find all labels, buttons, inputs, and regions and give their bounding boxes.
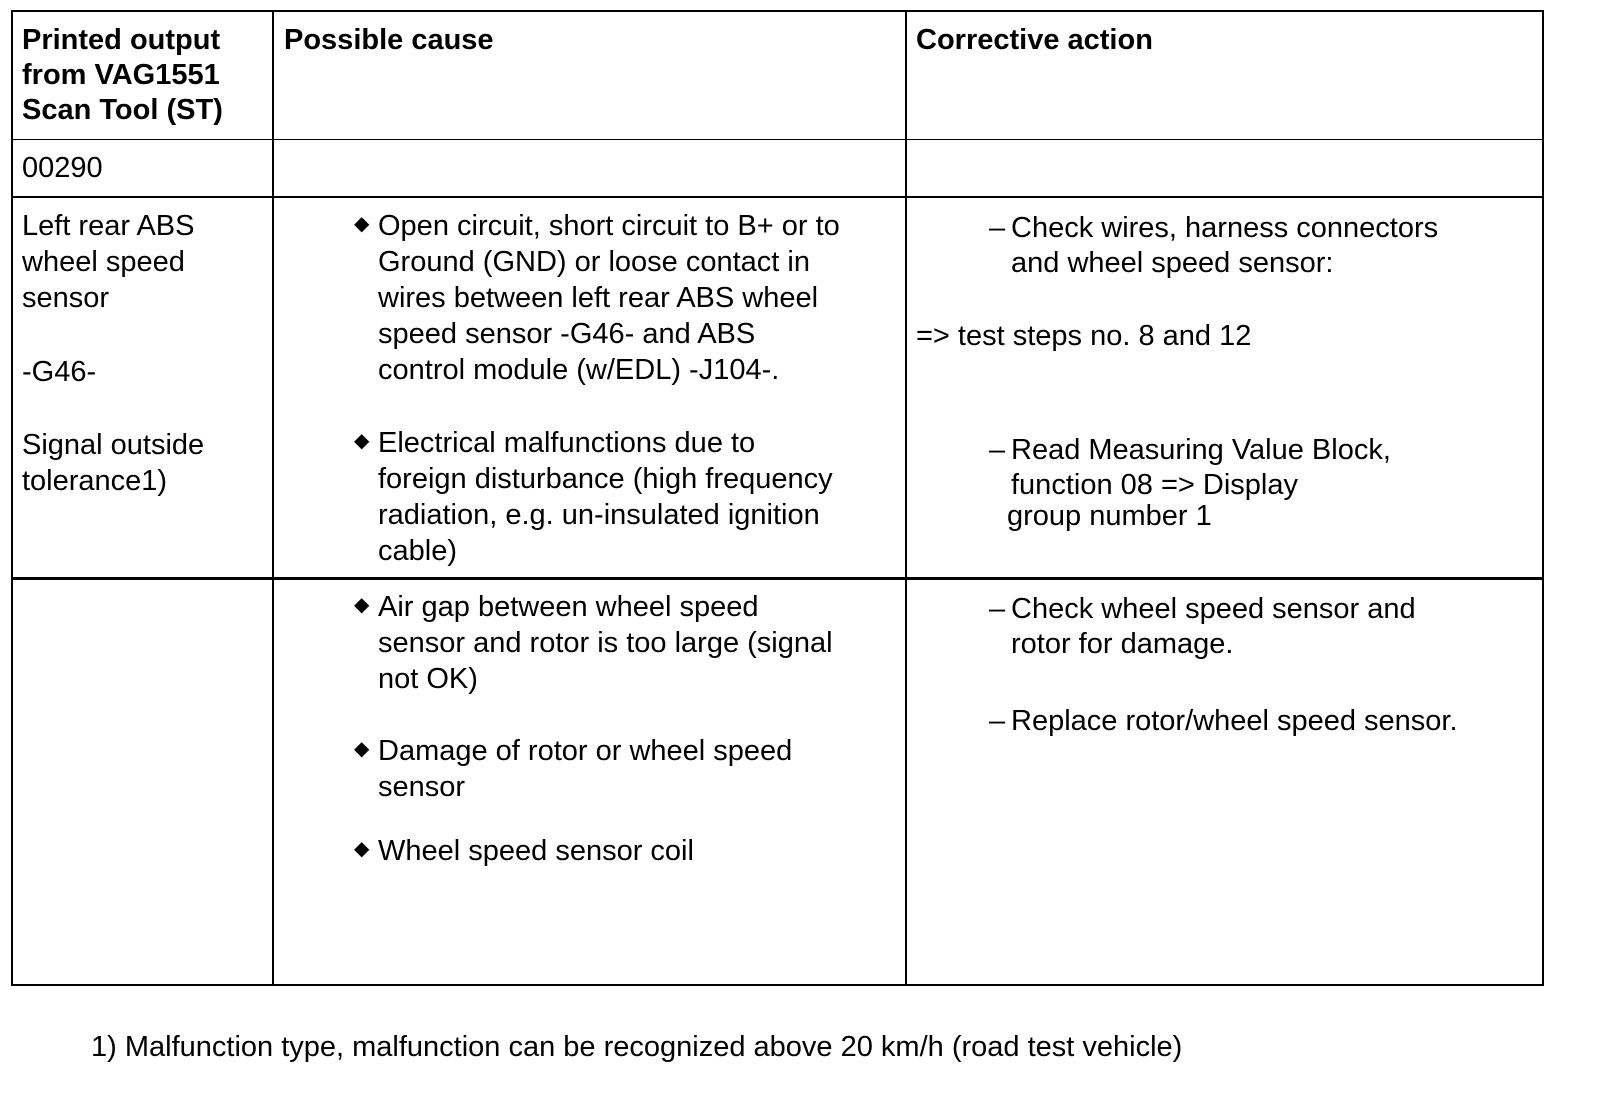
bullet-icon: ◆ xyxy=(354,594,370,616)
cause-line: speed sensor -G46- and ABS xyxy=(378,318,756,350)
header-possible-cause: Possible cause xyxy=(284,24,494,56)
signal-description-line: Signal outside xyxy=(22,429,205,461)
action-line: Replace rotor/wheel speed sensor. xyxy=(1011,705,1458,737)
fault-description-line: wheel speed xyxy=(22,246,185,278)
dash-icon: – xyxy=(989,705,1006,737)
action-check-wires xyxy=(989,211,1439,281)
bullet-icon: ◆ xyxy=(354,738,370,760)
cause-air-gap xyxy=(354,589,833,697)
fault-description xyxy=(22,208,195,316)
cause-line: not OK) xyxy=(378,663,478,695)
cause-line: foreign disturbance (high frequency xyxy=(378,463,833,495)
action-line: Check wheel speed sensor and xyxy=(1011,593,1416,625)
cause-rotor-damage xyxy=(354,733,793,805)
column-divider-1 xyxy=(272,12,274,984)
cause-line: cable) xyxy=(378,535,457,567)
action-line: group number 1 xyxy=(1007,500,1212,532)
action-line: function 08 => Display xyxy=(1011,469,1298,501)
cause-line: radiation, e.g. un-insulated ignition xyxy=(378,499,820,531)
cause-line: control module (w/EDL) -J104-. xyxy=(378,354,780,386)
signal-description xyxy=(22,427,204,499)
dash-icon: – xyxy=(989,593,1006,625)
action-line: Check wires, harness connectors xyxy=(1011,212,1439,244)
footnote: 1) Malfunction type, malfunction can be recognized above 20 km/h (road test vehicle) xyxy=(91,1031,1183,1063)
dash-icon: – xyxy=(989,434,1006,466)
cause-line: Ground (GND) or loose contact in xyxy=(378,246,810,278)
cause-line: Damage of rotor or wheel speed xyxy=(378,735,793,767)
bullet-icon: ◆ xyxy=(354,213,370,235)
code-row-divider xyxy=(13,196,1542,198)
action-replace-rotor xyxy=(989,704,1458,739)
action-line: rotor for damage. xyxy=(1011,628,1234,660)
cause-line: Open circuit, short circuit to B+ or to xyxy=(378,210,840,242)
header-printed-output xyxy=(22,23,223,128)
action-read-measuring-block xyxy=(989,433,1391,534)
cause-open-circuit xyxy=(354,208,840,388)
test-steps-reference: => test steps no. 8 and 12 xyxy=(916,320,1252,352)
fault-code: 00290 xyxy=(22,152,103,184)
cause-line: Electrical malfunctions due to xyxy=(378,427,756,459)
bullet-icon: ◆ xyxy=(354,838,370,860)
cause-line: Wheel speed sensor coil xyxy=(378,835,694,867)
column-divider-2 xyxy=(905,12,907,984)
signal-description-line: tolerance1) xyxy=(22,465,168,497)
action-line: and wheel speed sensor: xyxy=(1011,247,1334,279)
cause-sensor-coil xyxy=(354,833,694,869)
header-divider xyxy=(13,139,1542,140)
fault-description-line: Left rear ABS xyxy=(22,210,195,242)
bullet-icon: ◆ xyxy=(354,430,370,452)
fault-description-line: sensor xyxy=(22,282,110,314)
component-id: -G46- xyxy=(22,356,97,388)
sensor-row-divider xyxy=(13,577,1542,580)
cause-electrical-malfunction xyxy=(354,425,833,569)
cause-line: sensor and rotor is too large (signal xyxy=(378,627,833,659)
dash-icon: – xyxy=(989,212,1006,244)
header-printed-output-line: Scan Tool (ST) xyxy=(22,94,223,126)
action-line: Read Measuring Value Block, xyxy=(1011,434,1391,466)
action-check-rotor xyxy=(989,592,1416,662)
cause-line: wires between left rear ABS wheel xyxy=(378,282,819,314)
header-corrective-action: Corrective action xyxy=(916,24,1153,56)
header-printed-output-line: from VAG1551 xyxy=(22,59,220,91)
cause-line: Air gap between wheel speed xyxy=(378,591,759,623)
header-printed-output-line: Printed output xyxy=(22,24,221,56)
cause-line: sensor xyxy=(378,771,466,803)
